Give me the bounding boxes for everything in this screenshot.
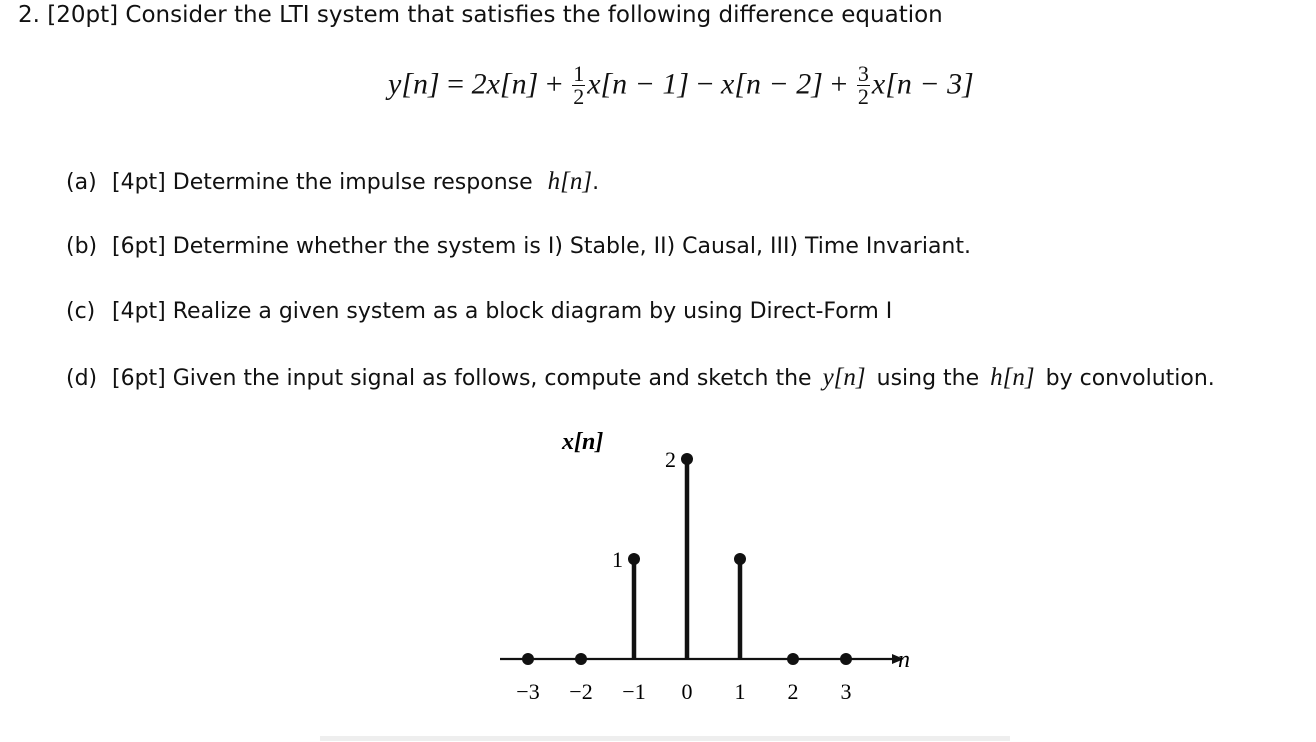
tick-label-n-1: −1: [622, 679, 646, 704]
frac2-denominator: 2: [857, 84, 869, 109]
stem-point-n-2: [575, 653, 587, 665]
tick-label-n-2: −2: [569, 679, 593, 704]
problem-heading: [18, 2, 943, 28]
tick-label-n0: 0: [681, 679, 693, 704]
problem-number: 2.: [18, 2, 40, 28]
part-a: [66, 168, 599, 196]
part-c: [66, 299, 892, 324]
tick-label-n1: 1: [734, 679, 746, 704]
part-b: [66, 234, 971, 259]
stem-point-n-3: [522, 653, 534, 665]
part-b-text: [6pt] Determine whether the system is I) Stable, II) Causal, III) Time Invariant.: [112, 234, 971, 259]
eq-plus-2: +: [822, 67, 855, 101]
input-signal-stem-plot: [480, 415, 940, 715]
eq-term-1: 2x[n]: [471, 67, 539, 101]
tick-label-n-3: −3: [516, 679, 540, 704]
eq-equals: =: [439, 67, 472, 101]
eq-lhs: y[n]: [388, 67, 440, 101]
bottom-rule: [320, 736, 1010, 741]
problem-text: Consider the LTI system that satisfies the following difference equation: [125, 2, 943, 28]
part-d: [66, 364, 1215, 392]
stems-group: [522, 447, 852, 665]
part-c-label: (c): [66, 299, 96, 324]
part-a-label: (a): [66, 170, 97, 195]
eq-fraction-1: [572, 63, 585, 108]
part-a-text: [4pt] Determine the impulse response: [112, 170, 533, 195]
difference-equation: [388, 61, 974, 109]
part-a-math: h[n]: [547, 168, 593, 195]
part-a-end: .: [592, 170, 600, 195]
plot-title: x[n]: [562, 429, 604, 455]
part-b-label: (b): [66, 234, 98, 259]
tick-label-n3: 3: [840, 679, 852, 704]
eq-minus: −: [689, 67, 722, 101]
stem-point-n-1: [628, 553, 640, 565]
frac2-numerator: 3: [857, 61, 869, 86]
stem-point-n2: [787, 653, 799, 665]
tick-labels-group: [516, 679, 851, 704]
frac1-denominator: 2: [573, 84, 585, 109]
eq-term-3: x[n − 2]: [721, 67, 823, 101]
part-d-text-3: by convolution.: [1045, 366, 1215, 391]
part-d-label: (d): [66, 366, 98, 391]
frac1-numerator: 1: [573, 61, 585, 86]
value-label-n-1: 1: [612, 547, 623, 572]
eq-fraction-2: [857, 63, 870, 108]
part-d-math-y: y[n]: [822, 364, 866, 391]
eq-term-4: x[n − 3]: [871, 67, 974, 101]
part-d-math-h: h[n]: [990, 364, 1035, 391]
part-c-text: [4pt] Realize a given system as a block diagram by using Direct-Form I: [112, 299, 893, 324]
eq-plus-1: +: [538, 67, 571, 101]
stem-point-n0: [681, 453, 693, 465]
part-d-text-2: using the: [876, 366, 980, 391]
part-d-text-1: [6pt] Given the input signal as follows, compute and sketch the: [112, 366, 812, 391]
value-label-n0: 2: [665, 447, 676, 472]
stem-point-n1: [734, 553, 746, 565]
eq-term-2: x[n − 1]: [587, 67, 690, 101]
x-axis-label: n: [898, 647, 910, 673]
tick-label-n2: 2: [787, 679, 799, 704]
problem-points: [20pt]: [47, 2, 119, 28]
stem-point-n3: [840, 653, 852, 665]
